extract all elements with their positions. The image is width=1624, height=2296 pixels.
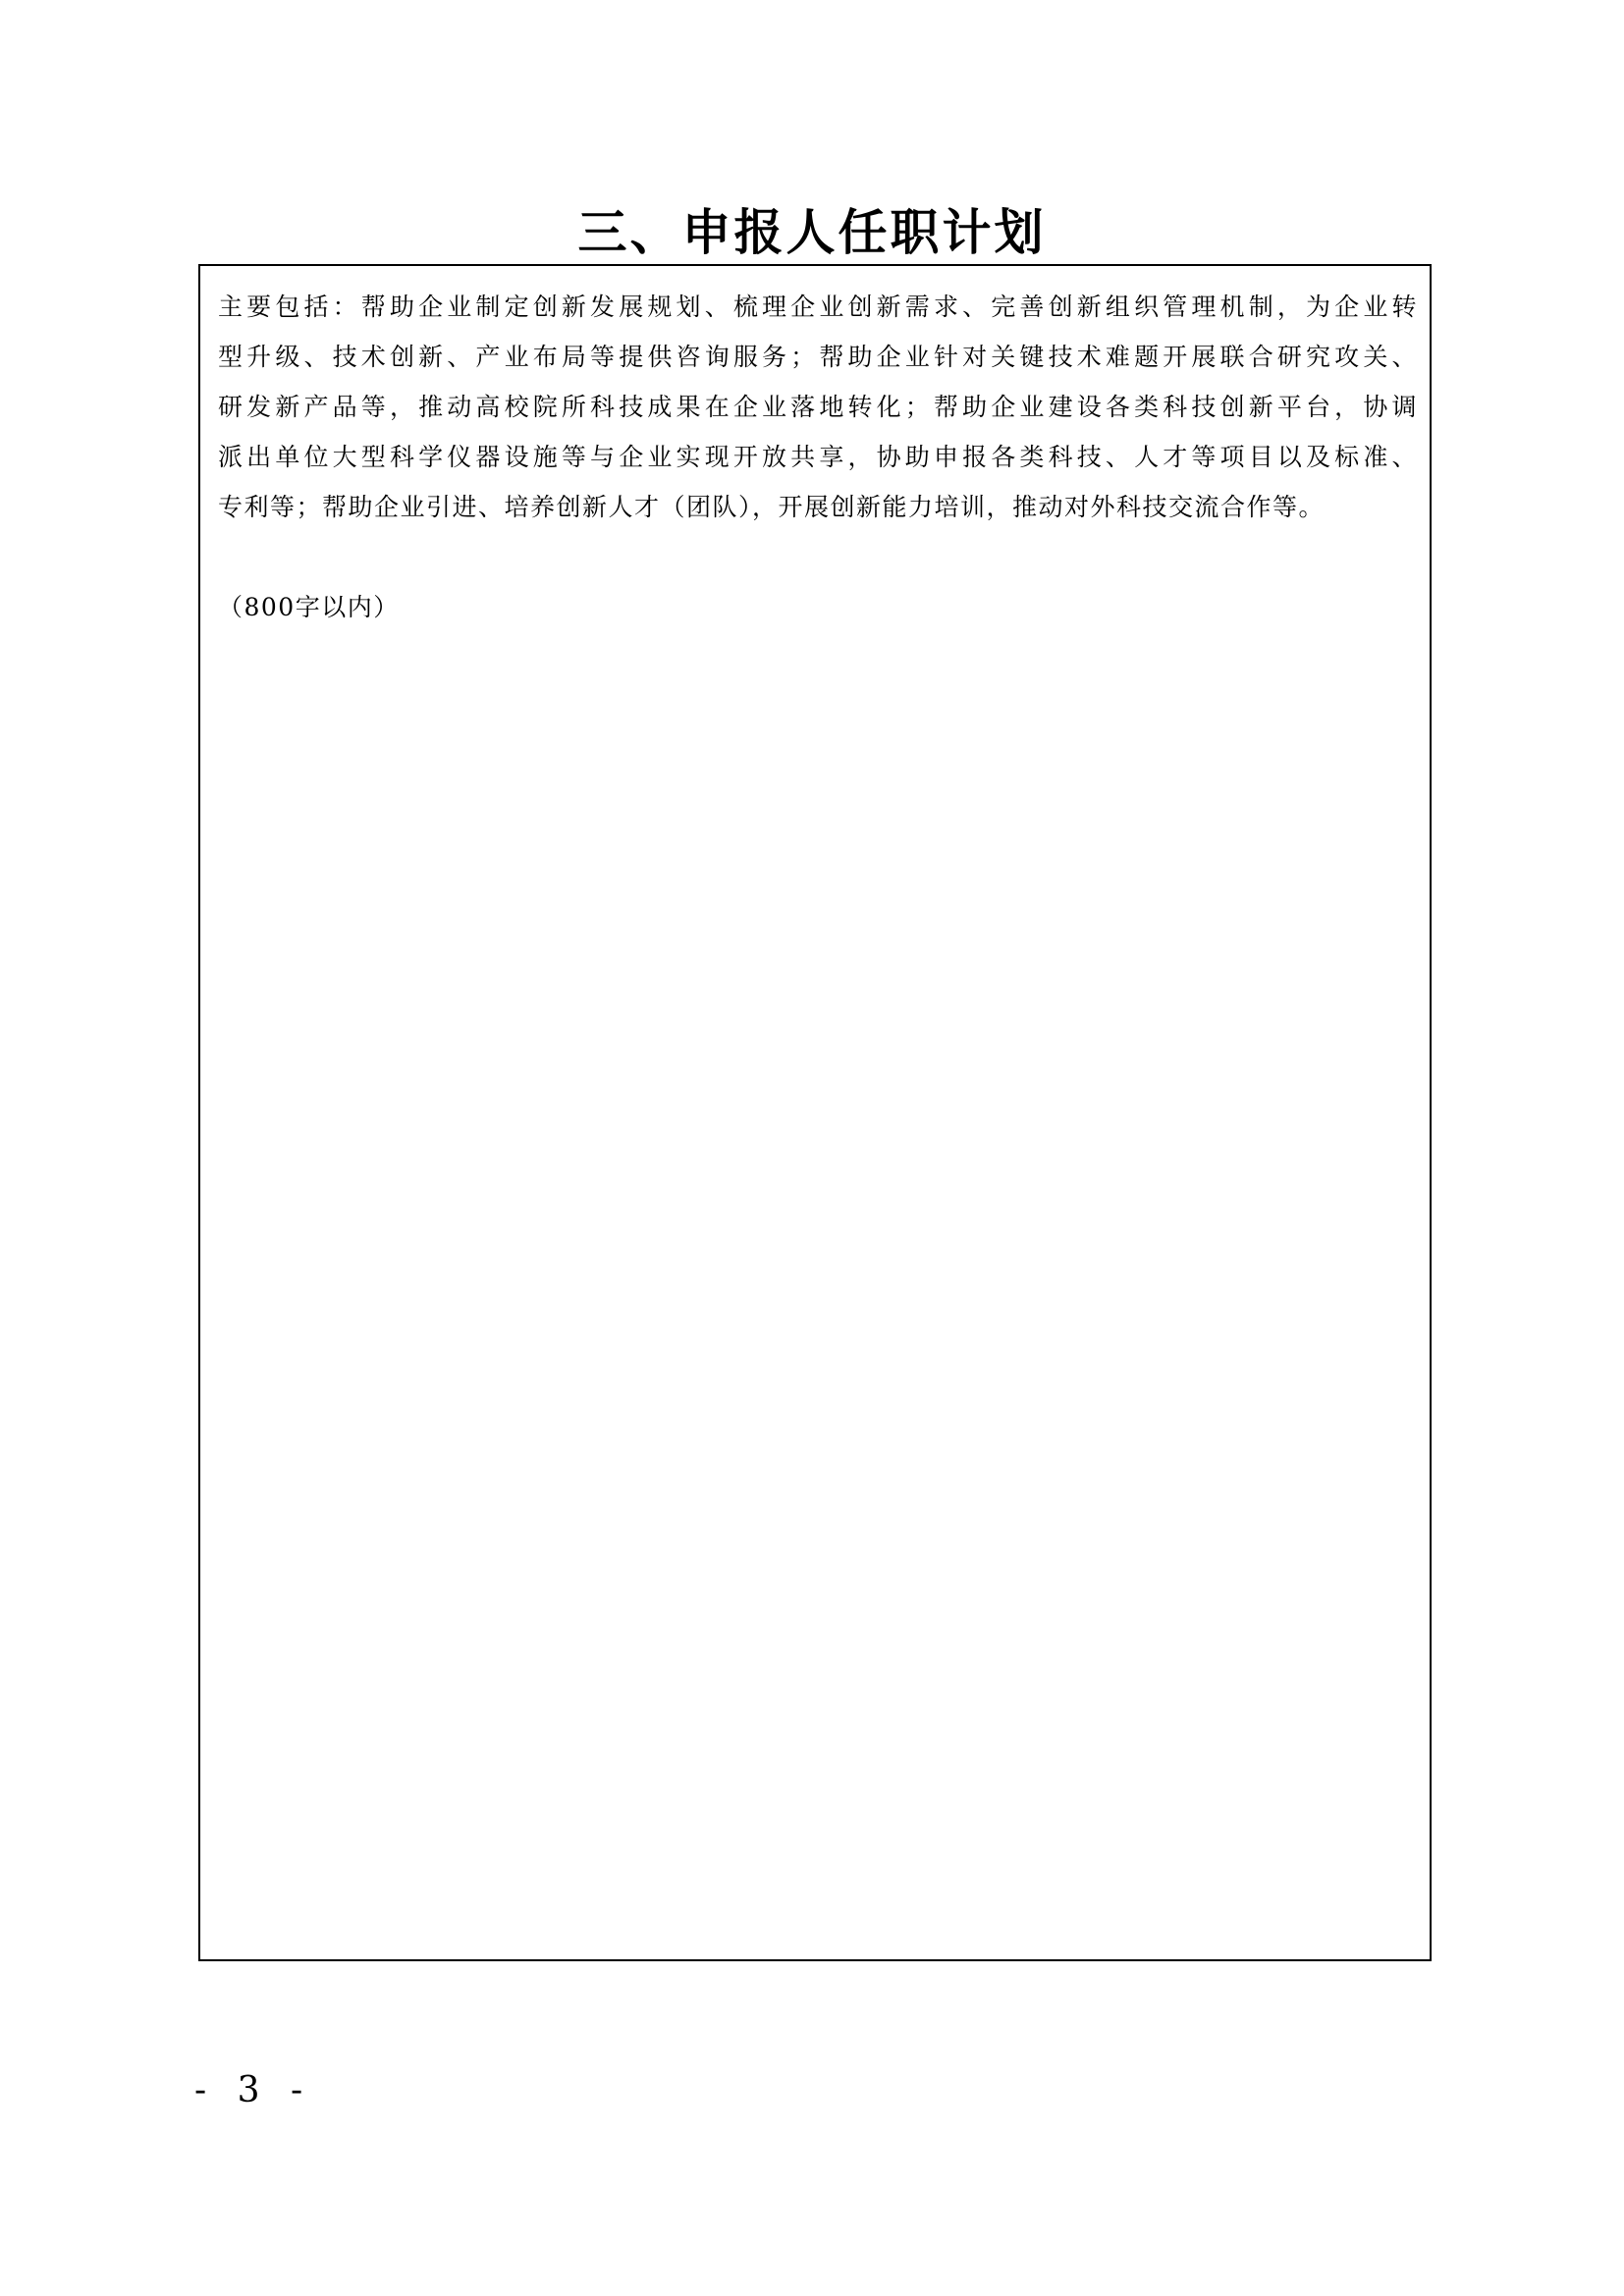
page-number: - 3 - — [194, 2070, 313, 2110]
plan-answer-area[interactable] — [218, 639, 1414, 1945]
instruction-line: 派出单位大型科学仪器设施等与企业实现开放共享，协助申报各类科技、人才等项目以及标准、 — [218, 443, 1418, 471]
instruction-line: 研发新产品等，推动高校院所科技成果在企业落地转化；帮助企业建设各类科技创新平台，协调 — [218, 393, 1418, 421]
instruction-line: 主要包括：帮助企业制定创新发展规划、梳理企业创新需求、完善创新组织管理机制，为企业转 — [218, 293, 1418, 321]
instruction-text — [218, 282, 1418, 532]
instruction-line: 型升级、技术创新、产业布局等提供咨询服务；帮助企业针对关键技术难题开展联合研究攻关、 — [218, 343, 1418, 371]
job-plan-form-box — [198, 264, 1432, 1961]
instruction-line: 专利等；帮助企业引进、培养创新人才（团队），开展创新能力培训，推动对外科技交流合作等。 — [218, 493, 1326, 521]
word-limit-note: （800字以内） — [218, 593, 400, 621]
page-title: 三、申报人任职计划 — [577, 204, 1047, 261]
